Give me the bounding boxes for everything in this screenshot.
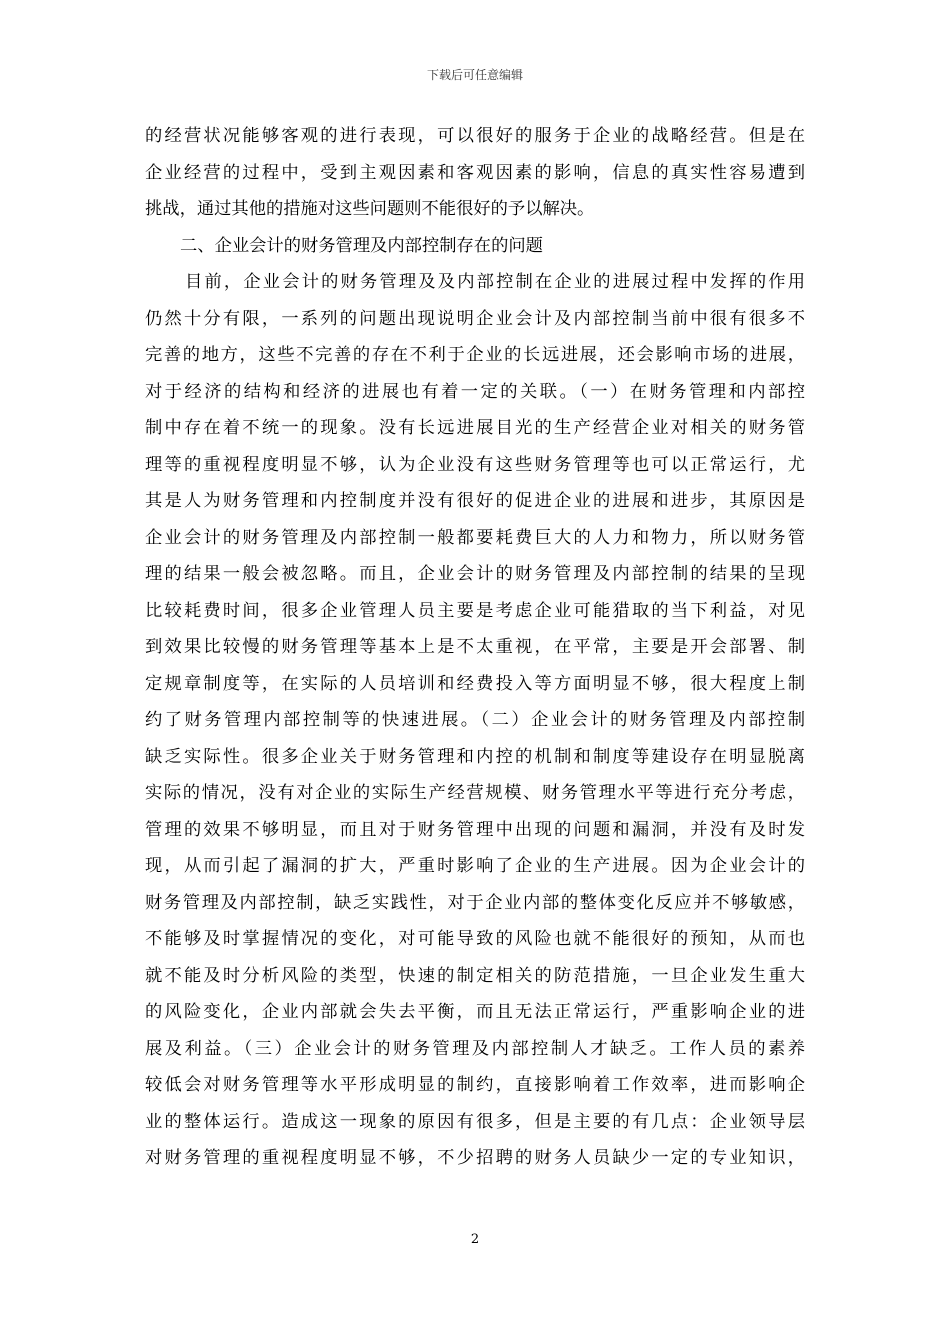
page-header: 下载后可任意编辑 [426,68,523,82]
page-number: 2 [470,1232,480,1247]
text-line: 完善的地方，这些不完善的存在不利于企业的长远进展，还会影响市场的进展， [145,345,805,365]
text-line: 的经营状况能够客观的进行表现，可以很好的服务于企业的战略经营。但是在 [145,126,805,146]
document-body [145,118,805,1177]
text-line: 目前，企业会计的财务管理及及内部控制在企业的进展过程中发挥的作用 [185,272,805,292]
text-line: 约了财务管理内部控制等的快速进展。（二）企业会计的财务管理及内部控制 [145,710,805,730]
text-line: 展及利益。（三）企业会计的财务管理及内部控制人才缺乏。工作人员的素养 [145,1038,805,1059]
text-line: 就不能及时分析风险的类型，快速的制定相关的防范措施，一旦企业发生重大 [145,965,805,986]
text-line: 企业会计的财务管理及内部控制一般都要耗费巨大的人力和物力，所以财务管 [145,527,805,548]
text-line: 的风险变化，企业内部就会失去平衡，而且无法正常运行，严重影响企业的进 [145,1002,805,1022]
text-line: 缺乏实际性。很多企业关于财务管理和内控的机制和制度等建设存在明显脱离 [145,746,805,767]
text-line: 实际的情况，没有对企业的实际生产经营规模、财务管理水平等进行充分考虑， [145,783,805,803]
text-line: 理的结果一般会被忽略。而且，企业会计的财务管理及内部控制的结果的呈现 [145,564,805,584]
text-line: 财务管理及内部控制，缺乏实践性，对于企业内部的整体变化反应并不够敏感， [145,892,805,913]
text-line: 定规章制度等，在实际的人员培训和经费投入等方面明显不够，很大程度上制 [145,673,805,694]
text-line: 制中存在着不统一的现象。没有长远进展目光的生产经营企业对相关的财务管 [145,418,805,438]
text-line: 其是人为财务管理和内控制度并没有很好的促进企业的进展和进步，其原因是 [145,491,805,511]
text-line: 较低会对财务管理等水平形成明显的制约，直接影响着工作效率，进而影响企 [145,1075,805,1095]
section-heading: 二、企业会计的财务管理及内部控制存在的问题 [180,235,543,256]
text-line: 理等的重视程度明显不够，认为企业没有这些财务管理等也可以正常运行，尤 [145,454,805,475]
text-line: 对于经济的结构和经济的进展也有着一定的关联。（一）在财务管理和内部控 [145,381,805,402]
text-line: 仍然十分有限，一系列的问题出现说明企业会计及内部控制当前中很有很多不 [145,308,805,329]
text-line: 业的整体运行。造成这一现象的原因有很多，但是主要的有几点：企业领导层 [145,1111,805,1132]
text-line: 企业经营的过程中，受到主观因素和客观因素的影响，信息的真实性容易遭到 [145,162,805,183]
text-line: 管理的效果不够明显，而且对于财务管理中出现的问题和漏洞，并没有及时发 [145,819,805,840]
text-line: 比较耗费时间，很多企业管理人员主要是考虑企业可能猎取的当下利益，对见 [145,600,805,621]
text-line: 对财务管理的重视程度明显不够，不少招聘的财务人员缺少一定的专业知识， [145,1148,805,1168]
text-line: 不能够及时掌握情况的变化，对可能导致的风险也就不能很好的预知，从而也 [145,929,805,949]
text-line: 现，从而引起了漏洞的扩大，严重时影响了企业的生产进展。因为企业会计的 [145,856,805,876]
text-line: 挑战，通过其他的措施对这些问题则不能很好的予以解决。 [145,199,595,219]
text-line: 到效果比较慢的财务管理等基本上是不太重视，在平常，主要是开会部署、制 [145,637,805,657]
